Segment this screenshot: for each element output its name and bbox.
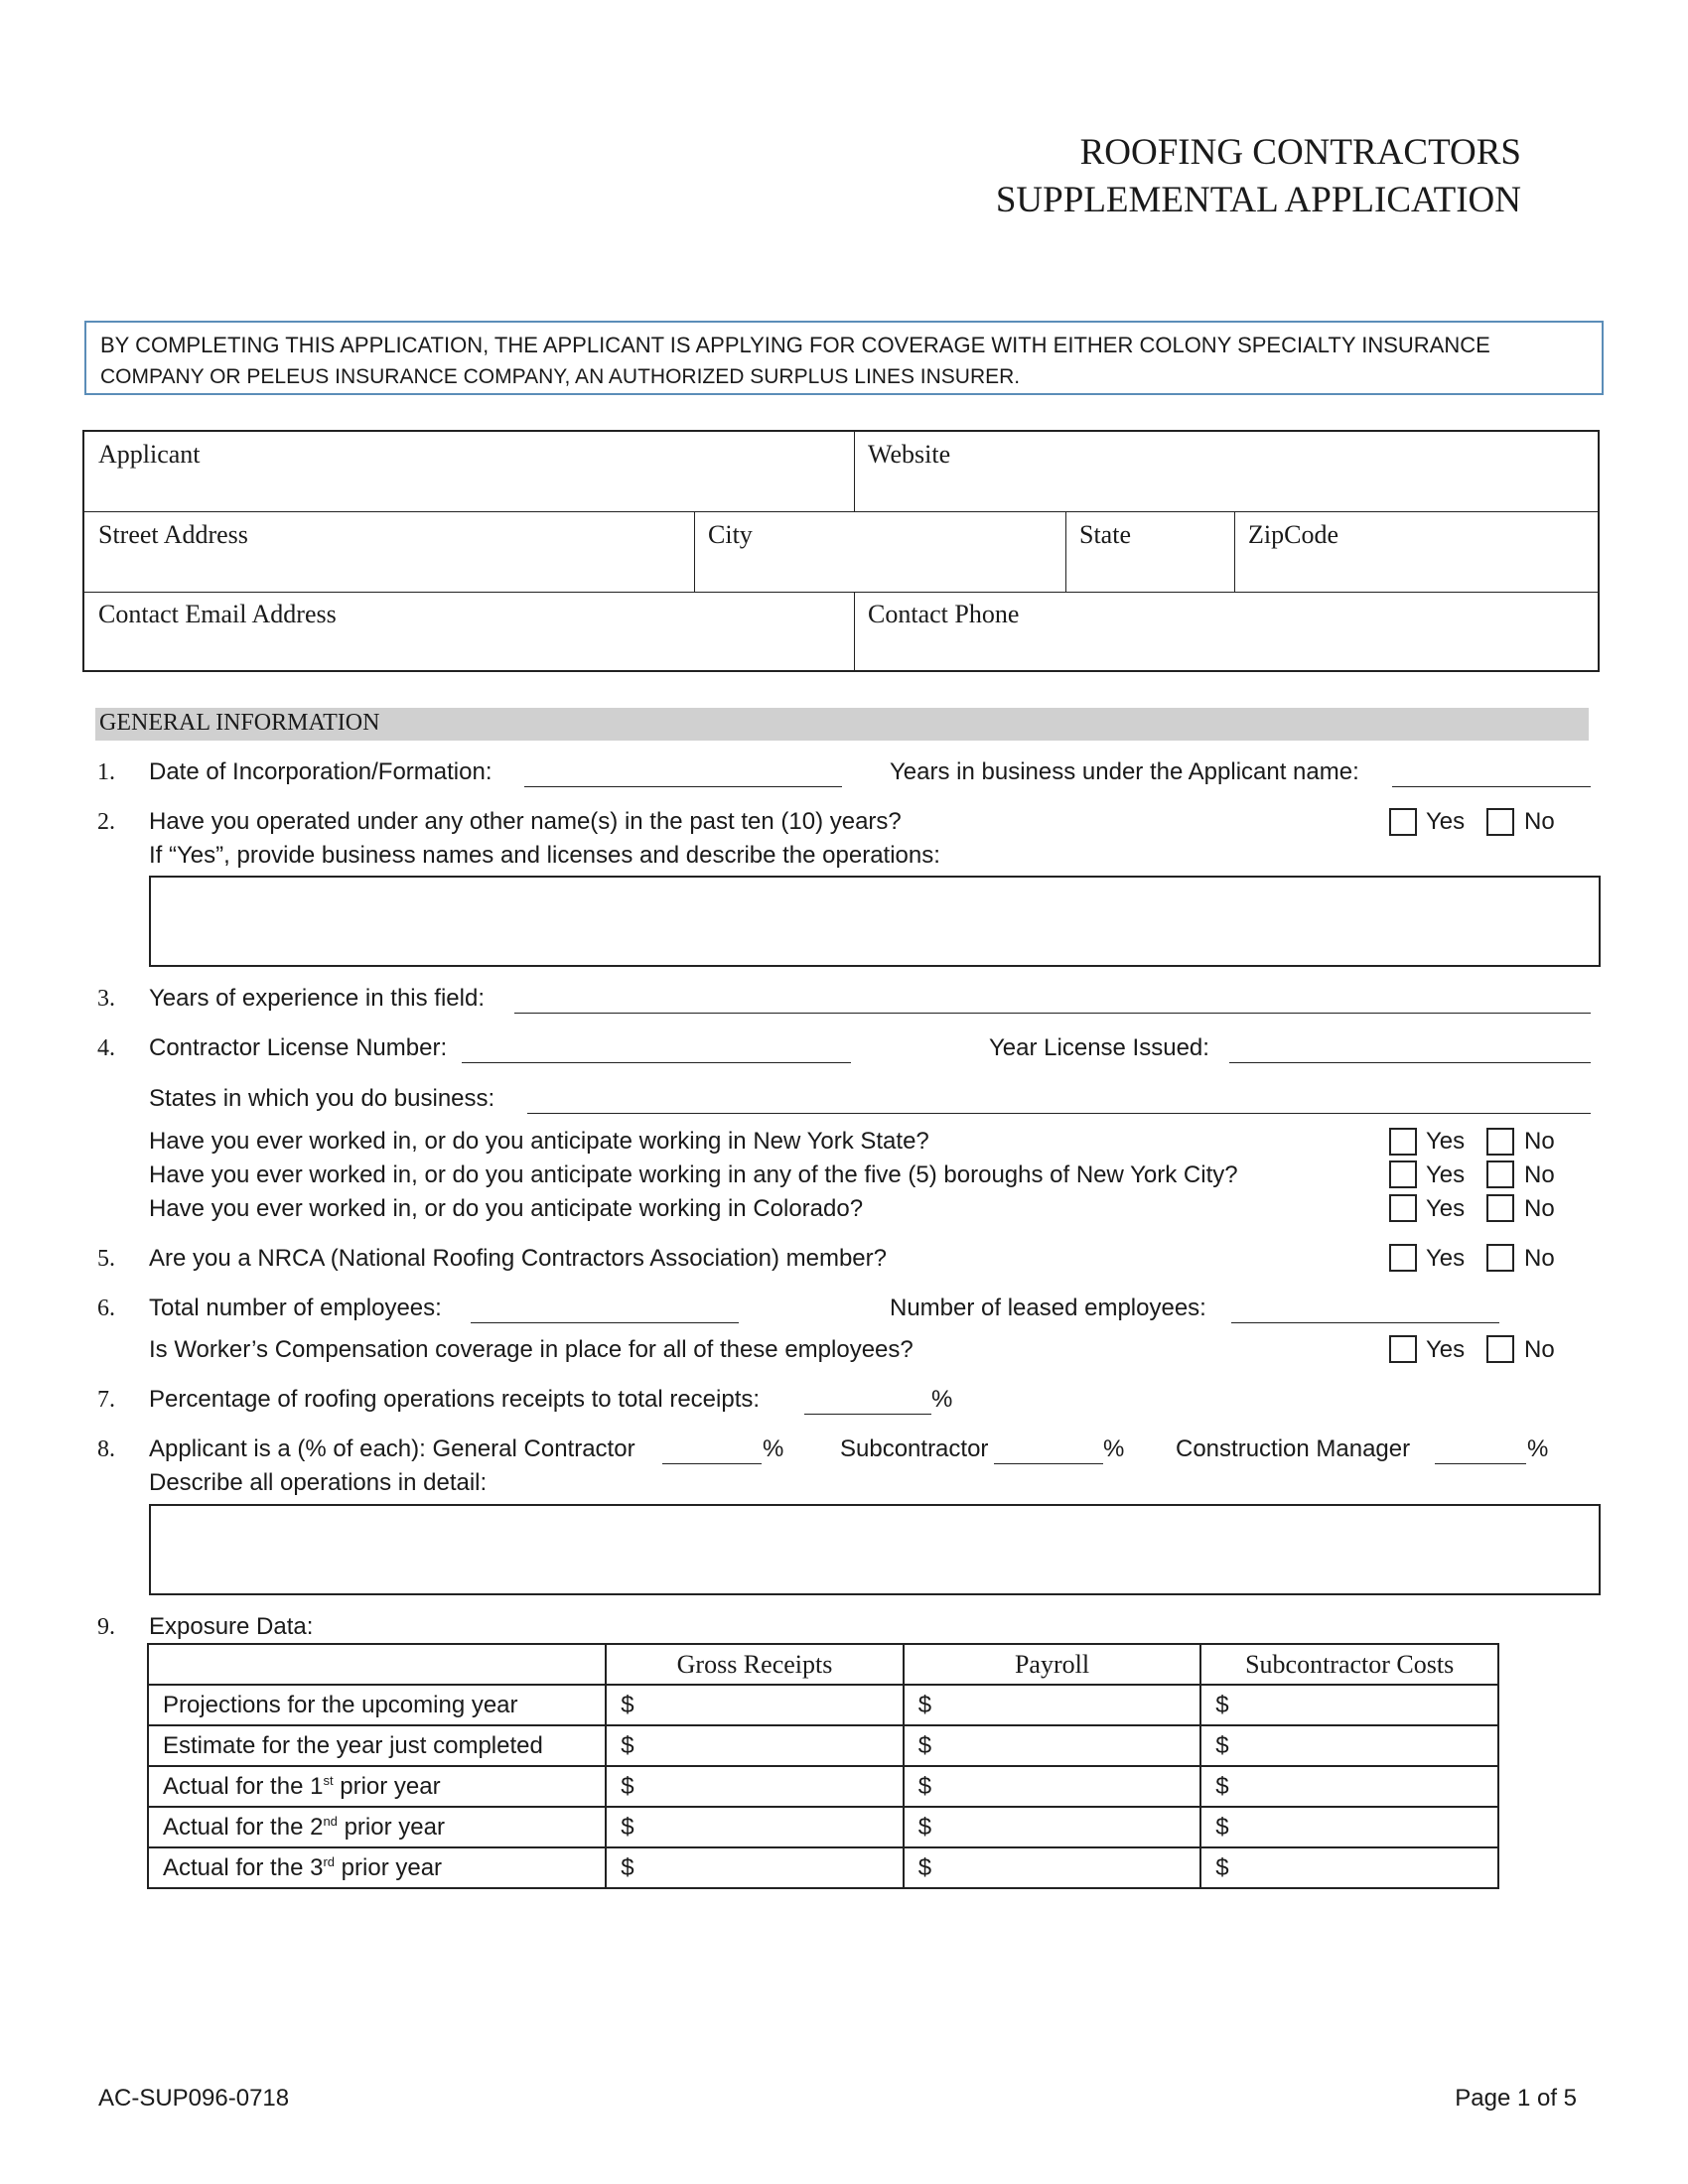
license-number-label: Contractor License Number: bbox=[149, 1034, 448, 1061]
applicant-label: Applicant bbox=[98, 440, 201, 469]
question-number: 5. bbox=[97, 1246, 115, 1272]
no-checkbox[interactable] bbox=[1486, 1194, 1514, 1222]
contact-phone-label: Contact Phone bbox=[868, 600, 1020, 628]
payroll-cell[interactable]: $ bbox=[904, 1766, 1201, 1807]
incorporation-date-input[interactable] bbox=[524, 786, 842, 787]
applicant-field[interactable] bbox=[84, 434, 854, 511]
subcontractor-costs-cell[interactable]: $ bbox=[1200, 1685, 1498, 1725]
gross-receipts-cell[interactable]: $ bbox=[606, 1807, 904, 1847]
applicant-info-table bbox=[82, 430, 1600, 672]
yes-checkbox[interactable] bbox=[1389, 808, 1417, 836]
yes-label: Yes bbox=[1426, 1245, 1466, 1272]
operations-description-textarea[interactable] bbox=[149, 1504, 1601, 1595]
states-business-input[interactable] bbox=[527, 1113, 1591, 1114]
question-number: 6. bbox=[97, 1296, 115, 1321]
table-row bbox=[148, 1685, 1498, 1725]
yes-checkbox[interactable] bbox=[1389, 1160, 1417, 1188]
leased-employees-input[interactable] bbox=[1231, 1322, 1499, 1323]
question-number: 7. bbox=[97, 1387, 115, 1413]
gross-receipts-cell[interactable]: $ bbox=[606, 1847, 904, 1888]
no-checkbox[interactable] bbox=[1486, 1244, 1514, 1272]
website-field[interactable] bbox=[854, 434, 1598, 511]
no-checkbox[interactable] bbox=[1486, 1335, 1514, 1363]
percent-sign: % bbox=[1527, 1435, 1549, 1462]
new-york-state-question: Have you ever worked in, or do you anticipate working in New York State? bbox=[149, 1128, 929, 1155]
yes-checkbox[interactable] bbox=[1389, 1335, 1417, 1363]
other-names-question: Have you operated under any other name(s) in the past ten (10) years? bbox=[149, 808, 902, 835]
payroll-cell[interactable]: $ bbox=[904, 1807, 1201, 1847]
no-checkbox[interactable] bbox=[1486, 1128, 1514, 1156]
exposure-data-table bbox=[147, 1643, 1499, 1889]
years-experience-input[interactable] bbox=[514, 1013, 1591, 1014]
payroll-cell[interactable]: $ bbox=[904, 1685, 1201, 1725]
gross-receipts-cell[interactable]: $ bbox=[606, 1766, 904, 1807]
question-number: 2. bbox=[97, 809, 115, 835]
column-header-payroll: Payroll bbox=[904, 1644, 1201, 1685]
states-business-label: States in which you do business: bbox=[149, 1085, 495, 1112]
contact-email-field[interactable] bbox=[84, 594, 854, 671]
table-header-row bbox=[148, 1644, 1498, 1685]
row-label: Projections for the upcoming year bbox=[148, 1685, 606, 1725]
no-checkbox[interactable] bbox=[1486, 1160, 1514, 1188]
general-contractor-label: Applicant is a (% of each): General Contractor bbox=[149, 1435, 635, 1462]
years-in-business-input[interactable] bbox=[1392, 786, 1591, 787]
nyc-boroughs-question: Have you ever worked in, or do you anticipate working in any of the five (5) boroughs of New York City? bbox=[149, 1161, 1238, 1188]
zip-code-field[interactable] bbox=[1234, 514, 1598, 592]
subcontractor-costs-cell[interactable]: $ bbox=[1200, 1807, 1498, 1847]
no-label: No bbox=[1524, 1336, 1555, 1363]
no-checkbox[interactable] bbox=[1486, 808, 1514, 836]
years-in-business-label: Years in business under the Applicant name: bbox=[890, 758, 1359, 785]
subcontractor-percent-input[interactable] bbox=[994, 1463, 1103, 1464]
table-row bbox=[148, 1847, 1498, 1888]
no-label: No bbox=[1524, 1161, 1555, 1188]
yes-label: Yes bbox=[1426, 808, 1466, 835]
describe-operations-label: Describe all operations in detail: bbox=[149, 1469, 488, 1496]
yes-checkbox[interactable] bbox=[1389, 1128, 1417, 1156]
construction-manager-percent-input[interactable] bbox=[1435, 1463, 1526, 1464]
yes-label: Yes bbox=[1426, 1161, 1466, 1188]
page-number: Page 1 of 5 bbox=[1455, 2085, 1577, 2112]
leased-employees-label: Number of leased employees: bbox=[890, 1295, 1206, 1321]
form-id: AC-SUP096-0718 bbox=[98, 2085, 290, 2112]
notice-line1: BY COMPLETING THIS APPLICATION, THE APPLICANT IS APPLYING FOR COVERAGE WITH EITHER COLONY SPECIALTY INSURANCE bbox=[100, 333, 1490, 357]
city-label: City bbox=[708, 520, 753, 549]
page-title-line1: ROOFING CONTRACTORS bbox=[1079, 132, 1521, 173]
column-header-subcontractor-costs: Subcontractor Costs bbox=[1200, 1644, 1498, 1685]
yes-label: Yes bbox=[1426, 1336, 1466, 1363]
notice-line2: COMPANY OR PELEUS INSURANCE COMPANY, AN AUTHORIZED SURPLUS LINES INSURER. bbox=[100, 365, 1021, 388]
colorado-question: Have you ever worked in, or do you anticipate working in Colorado? bbox=[149, 1195, 864, 1222]
incorporation-date-label: Date of Incorporation/Formation: bbox=[149, 758, 492, 785]
no-label: No bbox=[1524, 808, 1555, 835]
roofing-receipts-label: Percentage of roofing operations receipts to total receipts: bbox=[149, 1386, 761, 1413]
payroll-cell[interactable]: $ bbox=[904, 1725, 1201, 1766]
years-experience-label: Years of experience in this field: bbox=[149, 985, 485, 1012]
column-header-gross-receipts: Gross Receipts bbox=[606, 1644, 904, 1685]
question-number: 1. bbox=[97, 759, 115, 785]
no-label: No bbox=[1524, 1195, 1555, 1222]
coverage-notice bbox=[84, 321, 1604, 395]
exposure-data-label: Exposure Data: bbox=[149, 1613, 314, 1640]
question-number: 4. bbox=[97, 1035, 115, 1061]
row-label: Actual for the 2nd prior year bbox=[148, 1807, 606, 1847]
gross-receipts-cell[interactable]: $ bbox=[606, 1685, 904, 1725]
table-row bbox=[148, 1725, 1498, 1766]
subcontractor-costs-cell[interactable]: $ bbox=[1200, 1766, 1498, 1807]
subcontractor-costs-cell[interactable]: $ bbox=[1200, 1847, 1498, 1888]
total-employees-input[interactable] bbox=[471, 1322, 739, 1323]
website-label: Website bbox=[868, 440, 951, 469]
subcontractor-label: Subcontractor bbox=[840, 1435, 989, 1462]
section-header-general-information: GENERAL INFORMATION bbox=[95, 708, 1589, 741]
zip-code-label: ZipCode bbox=[1248, 520, 1338, 549]
yes-checkbox[interactable] bbox=[1389, 1194, 1417, 1222]
table-row bbox=[148, 1766, 1498, 1807]
yes-checkbox[interactable] bbox=[1389, 1244, 1417, 1272]
year-license-issued-label: Year License Issued: bbox=[989, 1034, 1209, 1061]
state-field[interactable] bbox=[1065, 514, 1234, 592]
row-label: Estimate for the year just completed bbox=[148, 1725, 606, 1766]
no-label: No bbox=[1524, 1128, 1555, 1155]
nrca-member-question: Are you a NRCA (National Roofing Contractors Association) member? bbox=[149, 1245, 887, 1272]
gross-receipts-cell[interactable]: $ bbox=[606, 1725, 904, 1766]
other-names-instructions: If “Yes”, provide business names and licenses and describe the operations: bbox=[149, 842, 940, 869]
question-number: 3. bbox=[97, 986, 115, 1012]
percent-sign: % bbox=[763, 1435, 784, 1462]
no-label: No bbox=[1524, 1245, 1555, 1272]
percent-sign: % bbox=[931, 1386, 953, 1413]
page-title-line2: SUPPLEMENTAL APPLICATION bbox=[995, 180, 1521, 220]
payroll-cell[interactable]: $ bbox=[904, 1847, 1201, 1888]
percent-sign: % bbox=[1103, 1435, 1125, 1462]
row-label: Actual for the 1st prior year bbox=[148, 1766, 606, 1807]
general-contractor-percent-input[interactable] bbox=[662, 1463, 762, 1464]
total-employees-label: Total number of employees: bbox=[149, 1295, 442, 1321]
street-address-field[interactable] bbox=[84, 514, 694, 592]
city-field[interactable] bbox=[694, 514, 1065, 592]
subcontractor-costs-cell[interactable]: $ bbox=[1200, 1725, 1498, 1766]
street-address-label: Street Address bbox=[98, 520, 248, 549]
table-row bbox=[148, 1807, 1498, 1847]
state-label: State bbox=[1079, 520, 1131, 549]
workers-comp-question: Is Worker’s Compensation coverage in place for all of these employees? bbox=[149, 1336, 914, 1363]
license-number-input[interactable] bbox=[462, 1062, 851, 1063]
year-license-issued-input[interactable] bbox=[1229, 1062, 1591, 1063]
question-number: 9. bbox=[97, 1614, 115, 1640]
column-header bbox=[148, 1644, 606, 1685]
construction-manager-label: Construction Manager bbox=[1176, 1435, 1411, 1462]
roofing-receipts-input[interactable] bbox=[804, 1414, 931, 1415]
contact-email-label: Contact Email Address bbox=[98, 600, 337, 628]
contact-phone-field[interactable] bbox=[854, 594, 1598, 671]
other-names-textarea[interactable] bbox=[149, 876, 1601, 967]
question-number: 8. bbox=[97, 1436, 115, 1462]
row-label: Actual for the 3rd prior year bbox=[148, 1847, 606, 1888]
yes-label: Yes bbox=[1426, 1195, 1466, 1222]
yes-label: Yes bbox=[1426, 1128, 1466, 1155]
